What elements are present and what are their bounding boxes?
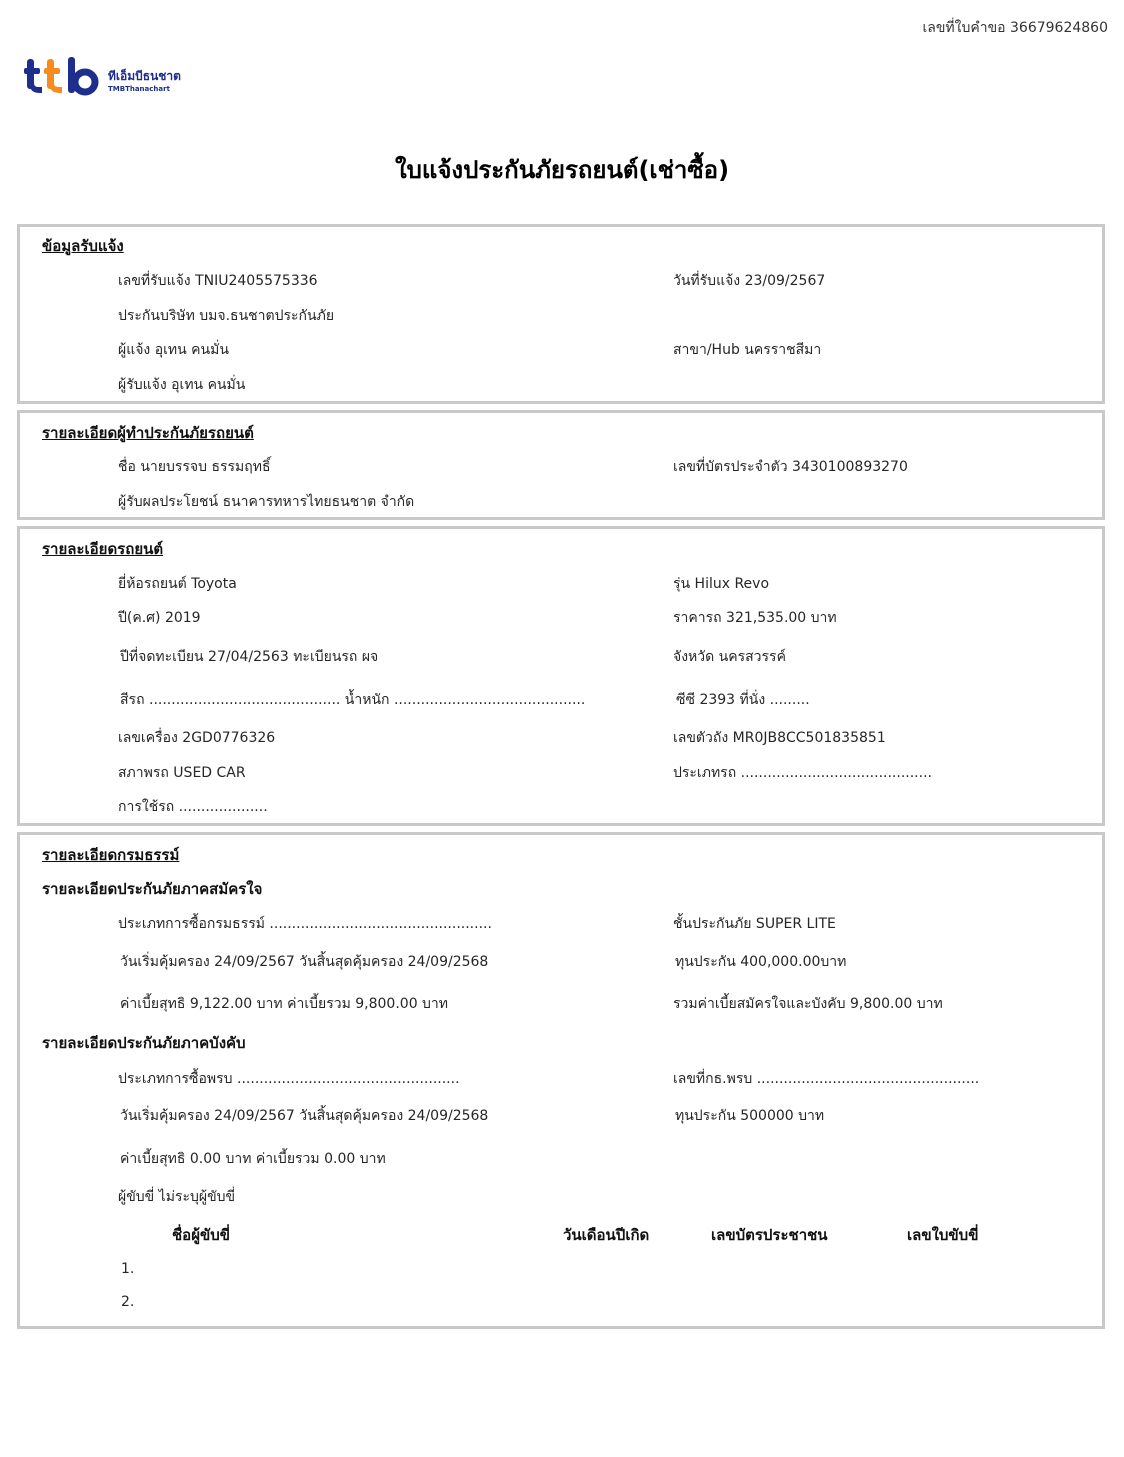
insured-heading: รายละเอียดผู้ทำประกันภัยรถยนต์ <box>42 424 254 442</box>
beneficiary: ผู้รับผลประโยชน์ ธนาคารทหารไทยธนชาต จำกัด <box>118 494 415 510</box>
citizen-id-header: เลขบัตรประชาชน <box>711 1226 828 1244</box>
ttb-logo <box>24 55 184 97</box>
compulsory-purchase-type: ประเภทการซื้อพรบ .................................................. <box>118 1071 460 1087</box>
compulsory-premium: ค่าเบี้ยสุทธิ 0.00 บาท ค่าเบี้ยรวม 0.00 บาท <box>120 1151 386 1167</box>
vehicle-type: ประเภทรถ ........................................... <box>673 765 932 781</box>
driver-note: ผู้ขับขี่ ไม่ระบุผู้ขับขี่ <box>118 1189 236 1205</box>
vehicle-color-weight: สีรถ ........................................... น้ำหนัก ........................................... <box>120 692 586 708</box>
ttb-logo-mark <box>24 55 104 97</box>
birth-date-header: วันเดือนปีเกิด <box>563 1226 650 1244</box>
vehicle-price: ราคารถ 321,535.00 บาท <box>673 610 837 626</box>
voluntary-purchase-type: ประเภทการซื้อกรมธรรม์ .................................................. <box>118 916 492 932</box>
engine-number: เลขเครื่อง 2GD0776326 <box>118 730 276 746</box>
vehicle-model: รุ่น Hilux Revo <box>673 576 770 592</box>
voluntary-coverage-period: วันเริ่มคุ้มครอง 24/09/2567 วันสิ้นสุดคุ้มครอง 24/09/2568 <box>120 954 489 970</box>
policy-heading: รายละเอียดกรมธรรม์ <box>42 846 180 864</box>
vehicle-year: ปี(ค.ศ) 2019 <box>118 610 201 626</box>
request-number: เลขที่ใบคำขอ 36679624860 <box>922 20 1108 36</box>
notice-number: เลขที่รับแจ้ง TNIU2405575336 <box>118 273 318 289</box>
compulsory-sum-insured: ทุนประกัน 500000 บาท <box>675 1108 825 1124</box>
vehicle-condition: สภาพรถ USED CAR <box>118 765 246 781</box>
logo-english-name: TMBThanachart <box>108 85 170 93</box>
compulsory-heading: รายละเอียดประกันภัยภาคบังคับ <box>42 1034 246 1052</box>
insured-id-card: เลขที่บัตรประจำตัว 3430100893270 <box>673 459 908 475</box>
logo-thai-name: ทีเอ็มบีธนชาต <box>108 69 181 83</box>
voluntary-premium: ค่าเบี้ยสุทธิ 9,122.00 บาท ค่าเบี้ยรวม 9,800.00 บาท <box>120 996 449 1012</box>
notice-heading: ข้อมูลรับแจ้ง <box>42 237 124 255</box>
vehicle-cc-seats: ซีซี 2393 ที่นั่ง ......... <box>676 692 810 708</box>
document-title: ใบแจ้งประกันภัยรถยนต์(เช่าซื้อ) <box>394 156 730 184</box>
branch: สาขา/Hub นครราชสีมา <box>673 342 822 358</box>
insured-name: ชื่อ นายบรรจบ ธรรมฤทธิ์ <box>118 459 271 475</box>
compulsory-coverage-period: วันเริ่มคุ้มครอง 24/09/2567 วันสิ้นสุดคุ้มครอง 24/09/2568 <box>120 1108 489 1124</box>
driver-name-header: ชื่อผู้ขับขี่ <box>172 1226 231 1244</box>
receiver: ผู้รับแจ้ง อุเทน คนมั่น <box>118 377 246 393</box>
vehicle-heading: รายละเอียดรถยนต์ <box>42 540 164 558</box>
compulsory-policy-number: เลขที่กธ.พรบ .................................................. <box>673 1071 980 1087</box>
total-premium: รวมค่าเบี้ยสมัครใจและบังคับ 9,800.00 บาท <box>673 996 943 1012</box>
driver-row: 2. <box>121 1294 135 1310</box>
vehicle-province: จังหวัด นครสวรรค์ <box>673 649 786 665</box>
vehicle-brand: ยี่ห้อรถยนต์ Toyota <box>118 576 237 592</box>
driver-row: 1. <box>121 1261 135 1277</box>
notice-date: วันที่รับแจ้ง 23/09/2567 <box>673 273 826 289</box>
insurance-class: ชั้นประกันภัย SUPER LITE <box>673 916 836 932</box>
voluntary-heading: รายละเอียดประกันภัยภาคสมัครใจ <box>42 880 263 898</box>
chassis-number: เลขตัวถัง MR0JB8CC501835851 <box>673 730 886 746</box>
insurer: ประกันบริษัท บมจ.ธนชาตประกันภัย <box>118 308 335 324</box>
vehicle-registration: ปีที่จดทะเบียน 27/04/2563 ทะเบียนรถ ผจ <box>120 649 379 665</box>
vehicle-usage: การใช้รถ .................... <box>118 799 268 815</box>
informer: ผู้แจ้ง อุเทน คนมั่น <box>118 342 229 358</box>
voluntary-sum-insured: ทุนประกัน 400,000.00บาท <box>675 954 847 970</box>
license-number-header: เลขใบขับขี่ <box>907 1226 979 1244</box>
